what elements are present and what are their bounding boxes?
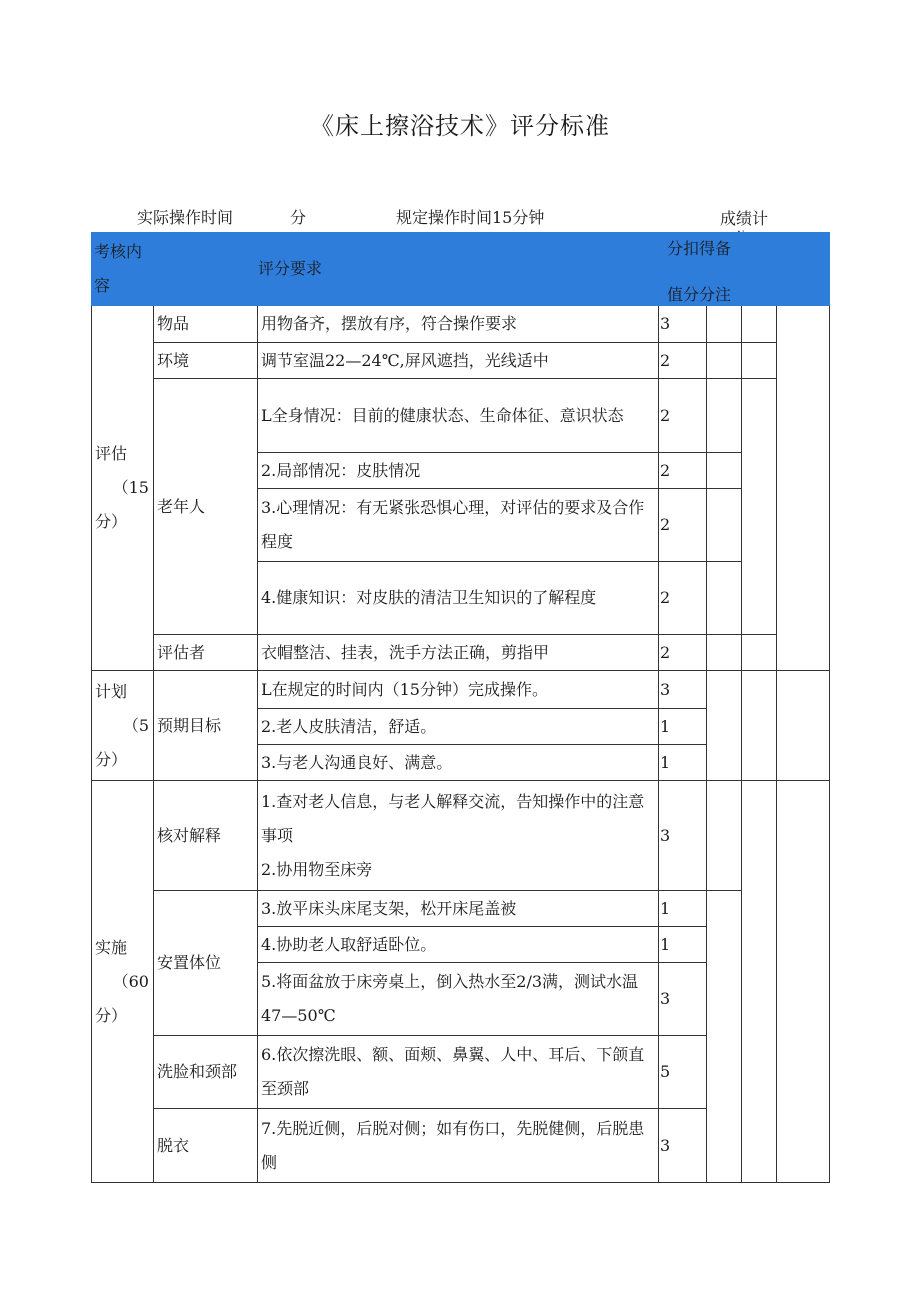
score-cell: 2 xyxy=(659,343,707,379)
required-time-label: 规定操作时间15分钟 xyxy=(396,208,545,227)
table-row xyxy=(92,306,830,343)
requirement-cell: 6.依次擦洗眼、额、面颊、鼻翼、人中、耳后、下颌直至颈部 xyxy=(258,1036,659,1109)
document-title: 《床上擦浴技术》评分标准 xyxy=(310,112,610,140)
item-heduijieshi: 核对解释 xyxy=(154,781,258,891)
deduct-cell xyxy=(707,781,742,891)
table-row xyxy=(92,379,830,453)
table-row xyxy=(92,343,830,379)
item-laonianren: 老年人 xyxy=(154,379,258,635)
minutes-label: 分 xyxy=(290,208,307,227)
score-cell: 2 xyxy=(659,489,707,562)
score-cell: 3 xyxy=(659,306,707,343)
scoring-table xyxy=(91,232,830,1183)
requirement-cell: 5.将面盆放于床旁桌上，倒入热水至2/3满，测试水温47—50℃ xyxy=(258,963,659,1036)
requirement-cell: 3.心理情况：有无紧张恐惧心理，对评估的要求及合作程度 xyxy=(258,489,659,562)
requirement-cell: 衣帽整洁、挂表，洗手方法正确，剪指甲 xyxy=(258,635,659,671)
requirement-cell: 2.局部情况：皮肤情况 xyxy=(258,453,659,489)
got-cell xyxy=(742,635,777,671)
table-row xyxy=(92,781,830,891)
deduct-cell xyxy=(707,343,742,379)
table-row xyxy=(92,635,830,671)
score-cell: 2 xyxy=(659,562,707,635)
table-row xyxy=(92,671,830,709)
deduct-cell xyxy=(707,379,742,453)
score-cell: 2 xyxy=(659,635,707,671)
section-implementation: 实施 （60 分） xyxy=(92,781,154,1183)
score-cell: 3 xyxy=(659,781,707,891)
requirement-cell: L全身情况：目前的健康状态、生命体征、意识状态 xyxy=(258,379,659,453)
score-cell: 1 xyxy=(659,927,707,963)
deduct-cell xyxy=(707,671,742,781)
requirement-cell xyxy=(258,781,659,891)
section-assessment: 评估 （15 分） xyxy=(92,306,154,671)
actual-time-label: 实际操作时间 xyxy=(137,208,234,227)
header-score-bottom: 值分分注 xyxy=(667,285,732,304)
table-row xyxy=(92,891,830,927)
requirement-line: 2.协用物至床旁 xyxy=(261,859,373,879)
deduct-cell xyxy=(707,453,742,489)
header-spacer xyxy=(154,233,258,306)
score-cell: 5 xyxy=(659,1036,707,1109)
deduct-cell xyxy=(707,489,742,562)
remark-cell xyxy=(777,306,830,671)
got-cell xyxy=(742,343,777,379)
score-cell: 1 xyxy=(659,891,707,927)
score-cell: 2 xyxy=(659,379,707,453)
got-cell xyxy=(742,671,777,781)
deduct-cell xyxy=(707,635,742,671)
requirement-line: 1.查对老人信息，与老人解释交流，告知操作中的注意事项 xyxy=(261,791,645,845)
requirement-cell: 3.与老人沟通良好、满意。 xyxy=(258,745,659,781)
requirement-cell: 7.先脱近侧，后脱对侧；如有伤口，先脱健侧，后脱患侧 xyxy=(258,1109,659,1183)
got-cell xyxy=(742,379,777,635)
requirement-cell: L在规定的时间内（15分钟）完成操作。 xyxy=(258,671,659,709)
score-cell: 3 xyxy=(659,963,707,1036)
score-cell: 3 xyxy=(659,671,707,709)
requirement-cell: 调节室温22—24℃,屏风遮挡，光线适中 xyxy=(258,343,659,379)
header-score-top: 分扣得备 xyxy=(667,239,732,258)
deduct-cell xyxy=(707,306,742,343)
score-cell: 1 xyxy=(659,709,707,745)
remark-cell xyxy=(777,781,830,1183)
item-wupin: 物品 xyxy=(154,306,258,343)
deduct-cell xyxy=(707,562,742,635)
header-requirement: 评分要求 xyxy=(258,233,659,306)
requirement-cell: 4.协助老人取舒适卧位。 xyxy=(258,927,659,963)
got-cell xyxy=(742,781,777,1183)
requirement-cell: 2.老人皮肤清洁，舒适。 xyxy=(258,709,659,745)
score-cell: 1 xyxy=(659,745,707,781)
item-anzhitiwei: 安置体位 xyxy=(154,891,258,1036)
section-plan: 计划 （5 分） xyxy=(92,671,154,781)
deduct-cell xyxy=(707,891,742,1183)
item-xilian: 洗脸和颈部 xyxy=(154,1036,258,1109)
requirement-cell: 3.放平床头床尾支架，松开床尾盖被 xyxy=(258,891,659,927)
remark-cell xyxy=(777,671,830,781)
item-tuoyi: 脱衣 xyxy=(154,1109,258,1183)
score-calc-label: 成绩计 xyxy=(720,209,769,228)
header-content: 考核内容 xyxy=(92,233,154,306)
score-cell: 2 xyxy=(659,453,707,489)
item-huanjing: 环境 xyxy=(154,343,258,379)
item-pingguzhe: 评估者 xyxy=(154,635,258,671)
score-cell: 3 xyxy=(659,1109,707,1183)
table-header-row xyxy=(92,233,830,306)
item-yuqimubiao: 预期目标 xyxy=(154,671,258,781)
header-score-columns xyxy=(659,233,830,306)
got-cell xyxy=(742,306,777,343)
requirement-cell: 用物备齐，摆放有序，符合操作要求 xyxy=(258,306,659,343)
requirement-cell: 4.健康知识：对皮肤的清洁卫生知识的了解程度 xyxy=(258,562,659,635)
